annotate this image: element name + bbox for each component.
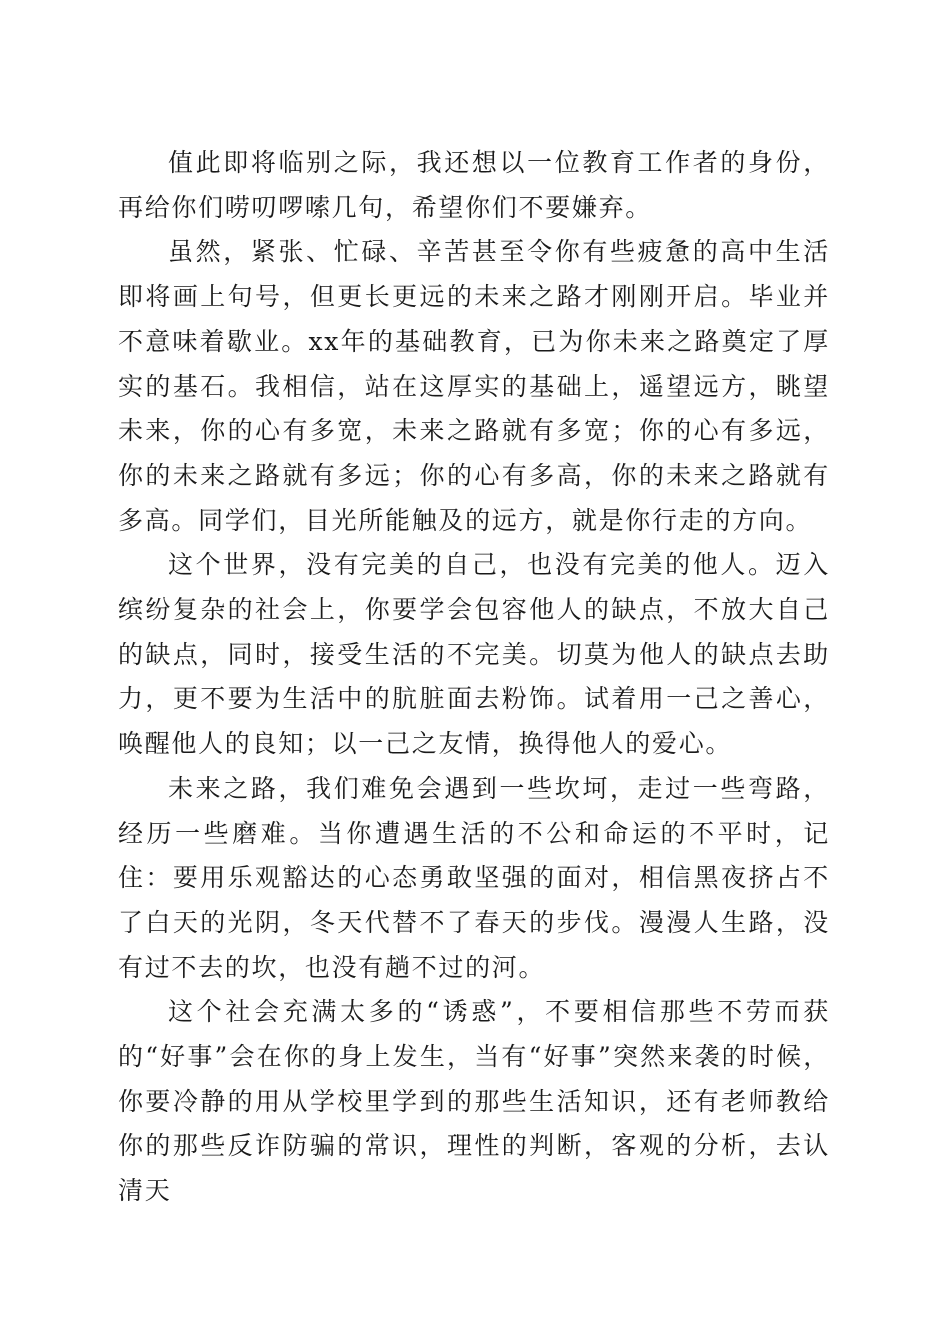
document-body xyxy=(118,141,830,1214)
paragraph-future-road: 虽然，紧张、忙碌、辛苦甚至令你有些疲惫的高中生活即将画上句号，但更长更远的未来之路才刚刚开启。毕业并不意味着歇业。xx年的基础教育，已为你未来之路奠定了厚实的基石。我相信，站在这厚实的基础上，遥望远方，眺望未来，你的心有多宽，未来之路就有多宽；你的心有多远，你的未来之路就有多远；你的心有多高，你的未来之路就有多高。同学们，目光所能触及的远方，就是你行走的方向。 xyxy=(118,237,830,535)
paragraph-temptations: 这个社会充满太多的“诱惑”，不要相信那些不劳而获的“好事”会在你的身上发生，当有“好事”突然来袭的时候，你要冷静的用从学校里学到的那些生活知识，还有老师教给你的那些反诈防骗的常识，理性的判断，客观的分析，去认清天 xyxy=(118,997,830,1206)
paragraph-farewell-intro: 值此即将临别之际，我还想以一位教育工作者的身份，再给你们唠叨啰嗦几句，希望你们不要嫌弃。 xyxy=(118,148,830,222)
paragraph-hardships: 未来之路，我们难免会遇到一些坎坷，走过一些弯路，经历一些磨难。当你遭遇生活的不公和命运的不平时，记住：要用乐观豁达的心态勇敢坚强的面对，相信黑夜挤占不了白天的光阴，冬天代替不了春天的步伐。漫漫人生路，没有过不去的坎，也没有趟不过的河。 xyxy=(118,773,830,982)
paragraph-imperfect-world: 这个世界，没有完美的自己，也没有完美的他人。迈入缤纷复杂的社会上，你要学会包容他人的缺点，不放大自己的缺点，同时，接受生活的不完美。切莫为他人的缺点去助力，更不要为生活中的肮脏面去粉饰。试着用一己之善心，唤醒他人的良知；以一己之友情，换得他人的爱心。 xyxy=(118,550,830,759)
